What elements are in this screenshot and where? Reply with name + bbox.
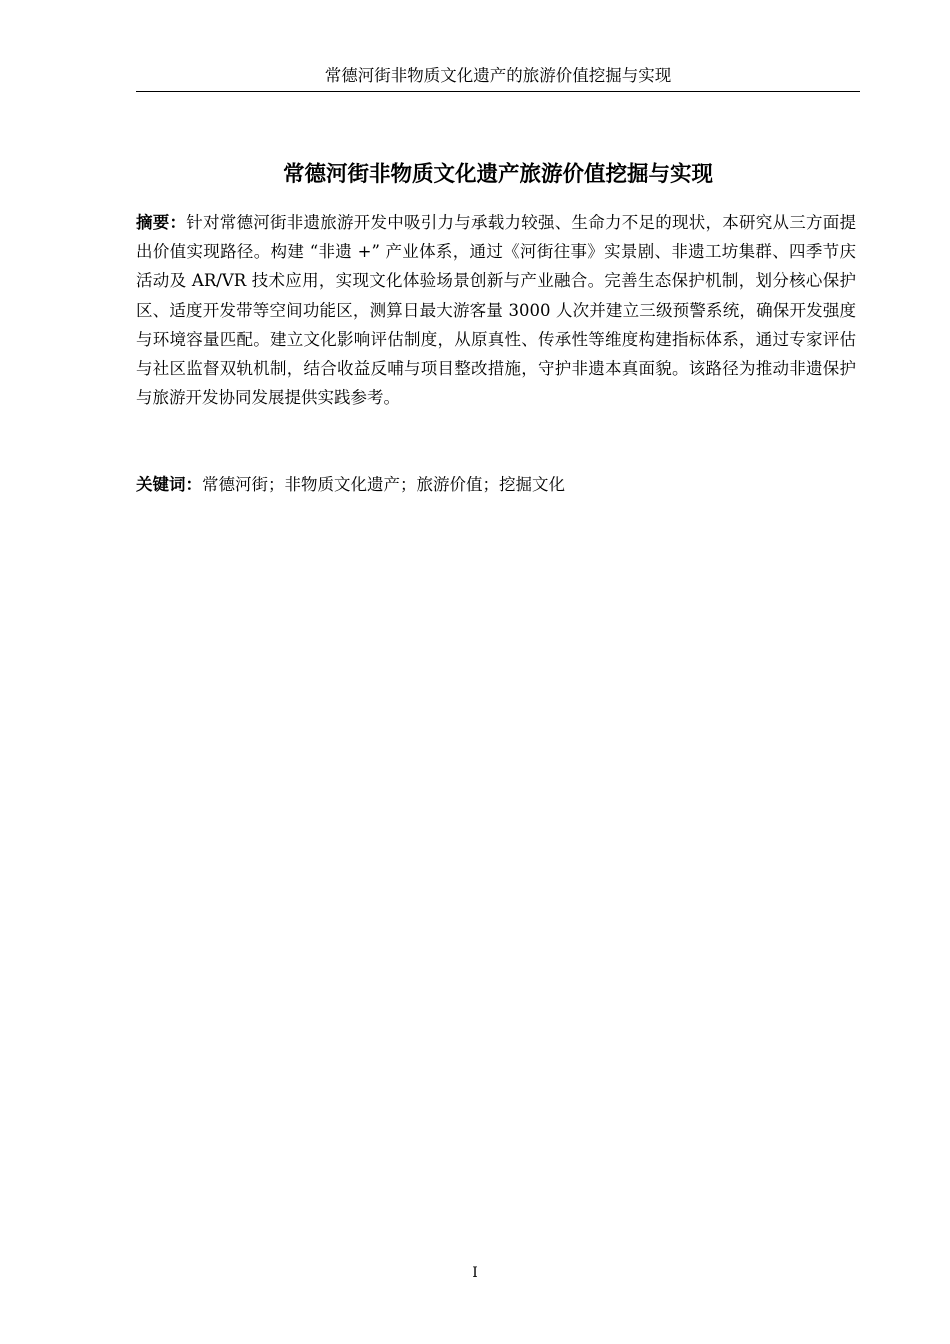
keywords-text: 常德河街；非物质文化遗产；旅游价值；挖掘文化 xyxy=(202,475,565,494)
header-rule xyxy=(136,91,860,92)
keywords-label: 关键词： xyxy=(136,475,202,494)
abstract-paragraph xyxy=(136,208,856,412)
abstract-label: 摘要： xyxy=(136,213,187,232)
running-header: 常德河街非物质文化遗产的旅游价值挖掘与实现 xyxy=(324,66,672,85)
page-number: I xyxy=(472,1265,478,1281)
paper-title: 常德河街非物质文化遗产旅游价值挖掘与实现 xyxy=(282,162,713,187)
abstract-text: 针对常德河街非遗旅游开发中吸引力与承载力较强、生命力不足的现状，本研究从三方面提出价值实现路径。构建 “非遗 +” 产业体系，通过《河街往事》实景剧、非遗工坊集群、四季节庆活动及 AR/VR 技术应用，实现文化体验场景创新与产业融合。完善生态保护机制，划分核心保护区、适度开发带等空间功能区，测算日最大游客量 3000 人次并建立三级预警系统，确保开发强度与环境容量匹配。建立文化影响评估制度，从原真性、传承性等维度构建指标体系，通过专家评估与社区监督双轨机制，结合收益反哺与项目整改措施，守护非遗本真面貌。该路径为推动非遗保护与旅游开发协同发展提供实践参考。 xyxy=(136,213,856,408)
keywords-line xyxy=(136,470,856,499)
